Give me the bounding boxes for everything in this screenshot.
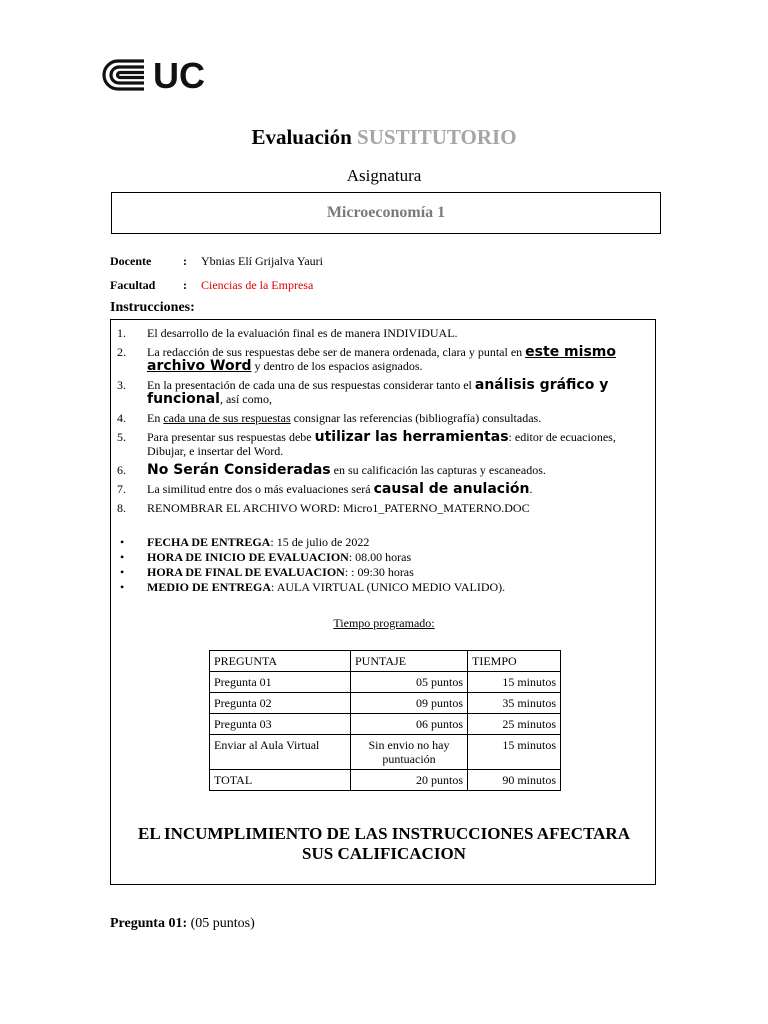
table-header-row: PREGUNTA PUNTAJE TIEMPO (210, 651, 561, 672)
facultad-colon: : (183, 278, 187, 292)
instruction-item: 4. En cada una de sus respuestas consignar las referencias (bibliografía) consultadas. (117, 411, 542, 425)
bullet-item: • HORA DE INICIO DE EVALUACION: 08.00 horas (120, 550, 412, 564)
subject-name: Microeconomía 1 (326, 204, 446, 221)
table-row: Pregunta 02 09 puntos 35 minutos (210, 693, 561, 714)
title-main: Evaluación (251, 125, 352, 149)
pregunta-01-heading (110, 916, 255, 932)
docente-label: Docente (110, 254, 152, 268)
table-row: TOTAL 20 puntos 90 minutos (210, 770, 561, 791)
table-row: Pregunta 03 06 puntos 25 minutos (210, 714, 561, 735)
table-row: Enviar al Aula Virtual Sin envio no hay puntuación 15 minutos (210, 735, 561, 770)
bullet-item: • HORA DE FINAL DE EVALUACION: : 09:30 horas (120, 565, 414, 579)
uc-logo (100, 56, 220, 96)
uc-logo-icon (100, 56, 220, 96)
subject-box (111, 192, 661, 234)
instructions-box (110, 319, 656, 885)
warning-text: EL INCUMPLIMIENTO DE LAS INSTRUCCIONES AFECTARA SUS CALIFICACION (138, 824, 630, 863)
title-sub: SUSTITUTORIO (357, 125, 517, 149)
bullet-list (117, 535, 647, 595)
pregunta-01-label: Pregunta 01: (110, 916, 188, 931)
pregunta-01-points: (05 puntos) (187, 916, 255, 931)
subject-label: Asignatura (346, 166, 422, 185)
table-row: Pregunta 01 05 puntos 15 minutos (210, 672, 561, 693)
instruction-item: 2. La redacción de sus respuestas debe ser de manera ordenada, clara y puntal en este mismo archivo Word y dentro de los espacios asignados. (117, 344, 616, 374)
logo-text: UC (153, 56, 205, 96)
instruction-item: 3. En la presentación de cada una de sus respuestas considerar tanto el análisis gráfico y funcional, así como, (117, 377, 609, 407)
docente-value: Ybnias Elí Grijalva Yauri (201, 254, 323, 268)
facultad-value: Ciencias de la Empresa (201, 278, 314, 292)
instruction-item: 1. El desarrollo de la evaluación final es de manera INDIVIDUAL. (117, 326, 458, 340)
instructions-label: Instrucciones: (110, 300, 195, 315)
instruction-item: 8. RENOMBRAR EL ARCHIVO WORD: Micro1_PATERNO_MATERNO.DOC (117, 501, 530, 515)
instruction-list (117, 326, 647, 520)
schedule-table (209, 650, 561, 791)
bullet-item: • MEDIO DE ENTREGA: AULA VIRTUAL (UNICO MEDIO VALIDO). (120, 580, 506, 594)
docente-colon: : (183, 254, 187, 268)
instruction-item: 7. La similitud entre dos o más evaluaciones será causal de anulación. (117, 481, 533, 497)
facultad-row (110, 278, 313, 293)
tiempo-programado-label: Tiempo programado: (333, 616, 435, 630)
instruction-item: 6. No Serán Consideradas en su calificación las capturas y escaneados. (117, 462, 546, 478)
instruction-item: 5. Para presentar sus respuestas debe utilizar las herramientas: editor de ecuaciones, Dibujar, e insertar del Word. (117, 429, 616, 458)
docente-row (110, 254, 323, 269)
facultad-label: Facultad (110, 278, 156, 292)
page-title (0, 125, 768, 150)
bullet-item: • FECHA DE ENTREGA: 15 de julio de 2022 (120, 535, 370, 549)
